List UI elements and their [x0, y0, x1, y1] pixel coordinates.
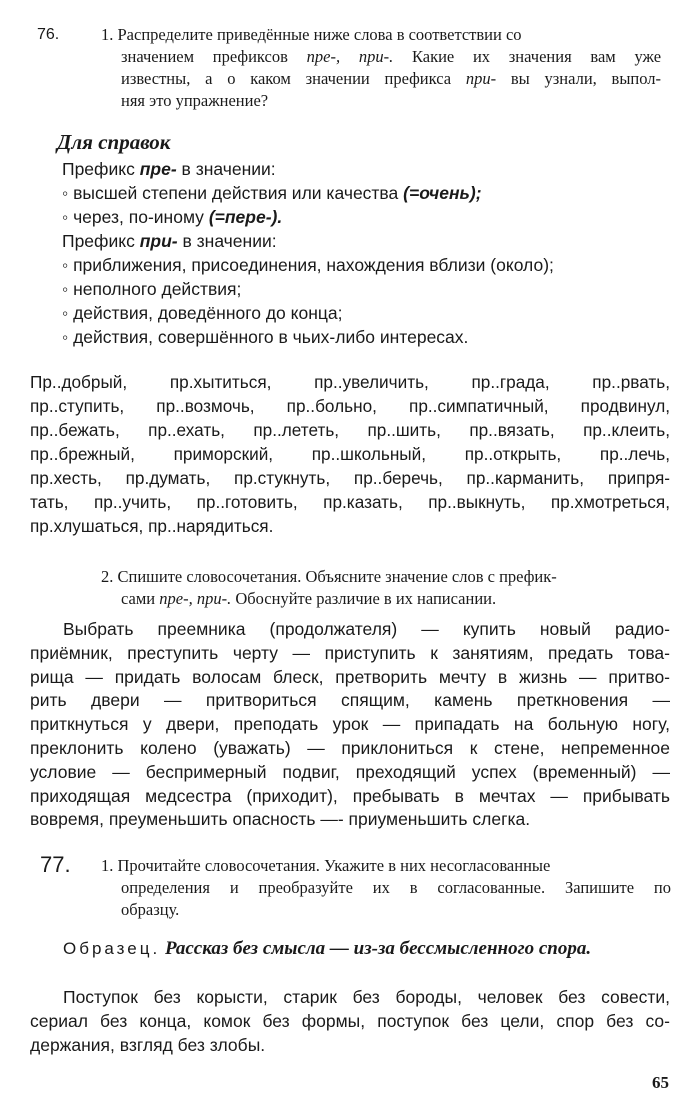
exercise-76-number: 76. [37, 26, 60, 43]
pairs-line: преклонить колено (уважать) — приклониться к стене, непременное [30, 737, 670, 758]
ref-text: в значении: [181, 159, 276, 179]
pairs-line: Выбрать преемника (продолжателя) — купить новый радио- [63, 619, 670, 639]
prefix-term: пре- [139, 159, 177, 179]
pairs-line: рища — придать волосам блеск, претворить мечту в жизнь — притво- [30, 666, 670, 687]
task-text: Обоснуйте различие в их написании. [235, 589, 497, 608]
pairs-line: приходящая медсестра (приходит), пребывать в мечтах — прибывать [30, 785, 670, 806]
exercise-77-number: 77. [40, 852, 71, 877]
pairs-line: приёмник, преступить черту — приступить к занятиям, предать това- [30, 642, 670, 663]
pairs-line: рить двери — притвориться спящим, камень преткновения — [30, 690, 670, 711]
word-line: пр..бежать, пр..ехать, пр..лететь, пр..шить, пр..вязать, пр..клеить, [30, 420, 670, 440]
task-text: сами [121, 589, 156, 608]
task-line: определения и преобразуйте их в согласованные. Запишите по [121, 878, 671, 897]
pairs-line: приткнуться у двери, преподать урок — припадать на больную ногу, [30, 714, 670, 735]
prefix-term: пре-, при-. [306, 47, 394, 66]
word-pairs [30, 618, 670, 832]
ref-text: Префикс [62, 159, 135, 179]
task-line: 1. Прочитайте словосочетания. Укажите в них несогласованные [101, 856, 551, 875]
word-line: тать, пр..учить, пр..готовить, пр.казать, пр..выкнуть, пр.хмотреться, [30, 492, 670, 512]
meaning-item: ◦ действия, совершённого в чьих-либо интересах. [62, 327, 469, 347]
meaning-gloss: (=пере-). [208, 207, 283, 227]
prefix-pri-label [62, 229, 554, 253]
task-text: вы узнали, выпол- [510, 69, 661, 88]
exercise-76-task-1 [101, 24, 661, 112]
word-line: Пр..добрый, пр.хытиться, пр..увеличить, пр..града, пр..рвать, [30, 372, 670, 392]
meaning-item [62, 181, 554, 205]
task-text: известны, а о каком значении префикса [121, 69, 452, 88]
pairs-line: вовремя, преуменьшить опасность —- приуменьшить слегка. [30, 809, 531, 830]
task-text: значением префиксов [121, 47, 288, 66]
meaning-item: ◦ действия, доведённого до конца; [62, 303, 343, 323]
task-line [121, 46, 661, 68]
word-line: пр.хесть, пр.думать, пр.стукнуть, пр..беречь, пр..карманить, припря- [30, 468, 670, 488]
phrases-line: держания, взгляд без злобы. [30, 1034, 266, 1055]
phrases-line: Поступок без корысти, старик без бороды, человек без совести, [63, 987, 670, 1007]
sample-label: Образец. [63, 939, 161, 958]
phrases [30, 986, 670, 1057]
word-line: пр..брежный, приморский, пр..школьный, пр..открыть, пр..лечь, [30, 444, 670, 464]
reference-block [62, 157, 554, 349]
prefix-pre-label [62, 157, 554, 181]
prefix-term: при- [139, 231, 178, 251]
word-list [30, 370, 670, 538]
page-number: 65 [652, 1073, 669, 1092]
reference-title: Для справок [57, 130, 171, 154]
sample-line [63, 938, 591, 960]
pairs-line: условие — беспримерный подвиг, преходящий успех (временный) — [30, 761, 670, 782]
phrases-line: сериал без конца, комок без формы, поступок без цели, спор без со- [30, 1010, 670, 1031]
meaning-text: ◦ высшей степени действия или качества [62, 183, 399, 203]
task-line [121, 68, 661, 90]
meaning-item: ◦ приближения, присоединения, нахождения вблизи (около); [62, 255, 554, 275]
exercise-76-task-2 [101, 566, 661, 610]
prefix-term: пре-, при-. [159, 589, 232, 608]
exercise-77-task-1 [101, 855, 671, 921]
word-line: пр..ступить, пр..возмочь, пр..больно, пр..симпатичный, продвинул, [30, 396, 670, 416]
ref-text: в значении: [182, 231, 277, 251]
meaning-item [62, 205, 554, 229]
task-line: образцу. [121, 900, 180, 919]
task-text: Какие их значения вам уже [411, 47, 662, 66]
ref-text: Префикс [62, 231, 135, 251]
meaning-item: ◦ неполного действия; [62, 279, 242, 299]
meaning-gloss: (=очень); [403, 183, 482, 203]
meaning-text: ◦ через, по-иному [62, 207, 204, 227]
task-line: 1. Распределите приведённые ниже слова в соответствии со [101, 25, 522, 44]
task-line: 2. Спишите словосочетания. Объясните значение слов с префик- [101, 567, 557, 586]
prefix-term: при- [465, 69, 497, 88]
task-line [121, 588, 661, 610]
word-line: пр.хлушаться, пр..нарядиться. [30, 516, 274, 536]
sample-text: Рассказ без смысла — из-за бессмысленного спора. [164, 938, 592, 959]
task-line: няя это упражнение? [121, 91, 269, 110]
